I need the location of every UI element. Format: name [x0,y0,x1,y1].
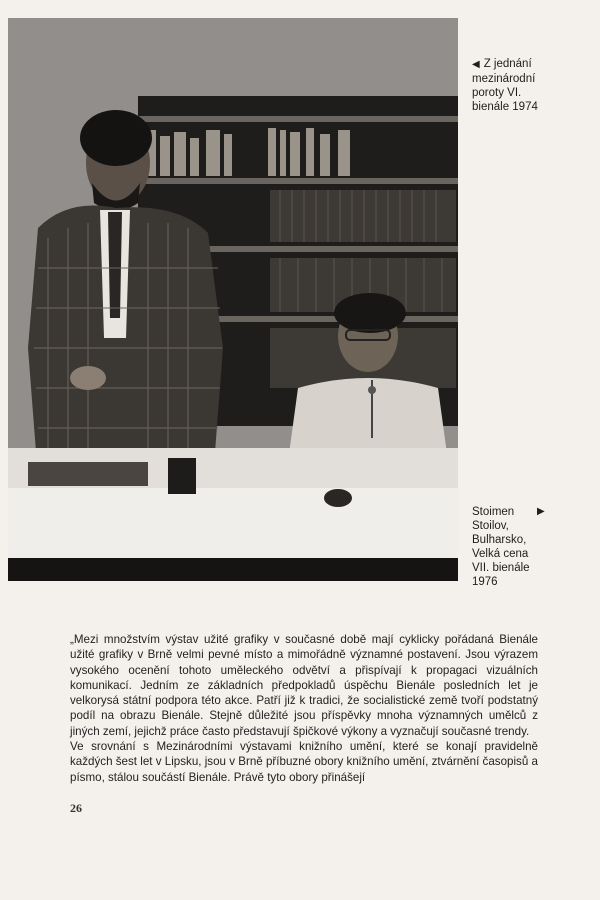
body-text [70,632,538,785]
paragraph-1: „Mezi množstvím výstav užité grafiky v současné době mají cyklicky pořádaná Bienále užité grafiky v Brně velmi pevné místo a mimořádně významné postavení. Jsou výrazem vysokého ocenění tohoto uměleckého odvětví a přispívají k propagaci vizuálních komunikací. Jedním ze základních předpokladů úspěchu Bienále posledních let je velkorysá státní podpora této akce. Patří již k tradici, že socialistické země tvoří podstatný podíl na obrazu Bienále. Stejně důležité jsou příspěvky mnoha významných umělců z jiných zemí, jejichž práce často představují špičkové výkony a vyznačují současné trendy. [70,633,538,738]
caption-top-line [472,57,592,72]
caption-top-line-3: poroty VI. [472,87,522,99]
caption-top [472,57,592,114]
arrow-right-icon: ▶ [537,506,545,517]
caption-bottom-line-3: Bulharsko, [472,534,527,546]
caption-top-line-4: bienále 1974 [472,101,538,113]
page-number: 26 [70,801,82,815]
caption-bottom-line-4: Velká cena [472,548,529,560]
photograph [8,18,458,581]
photo-illustration [8,18,458,581]
desk [8,448,458,581]
paragraph-2: Ve srovnání s Mezinárodními výstavami knižního umění, které se konají pravidelně každých šest let v Lipsku, jsou v Brně příbuzné obory knižního umění, ztvárnění časopisů a písmo, stálou součástí Bienále. Právě tyto obory přinášejí [70,740,538,784]
caption-bottom-line-1: Stoimen [472,506,515,518]
arrow-left-icon: ◀ [472,59,480,70]
caption-bottom-line-6: 1976 [472,576,498,588]
caption-top-line-2: mezinárodní [472,73,536,85]
caption-top-line-1: Z jednání [483,58,532,70]
caption-bottom-line-2: Stoilov, [472,520,509,532]
caption-bottom-line-5: VII. bienále [472,562,530,574]
caption-bottom [472,505,592,589]
